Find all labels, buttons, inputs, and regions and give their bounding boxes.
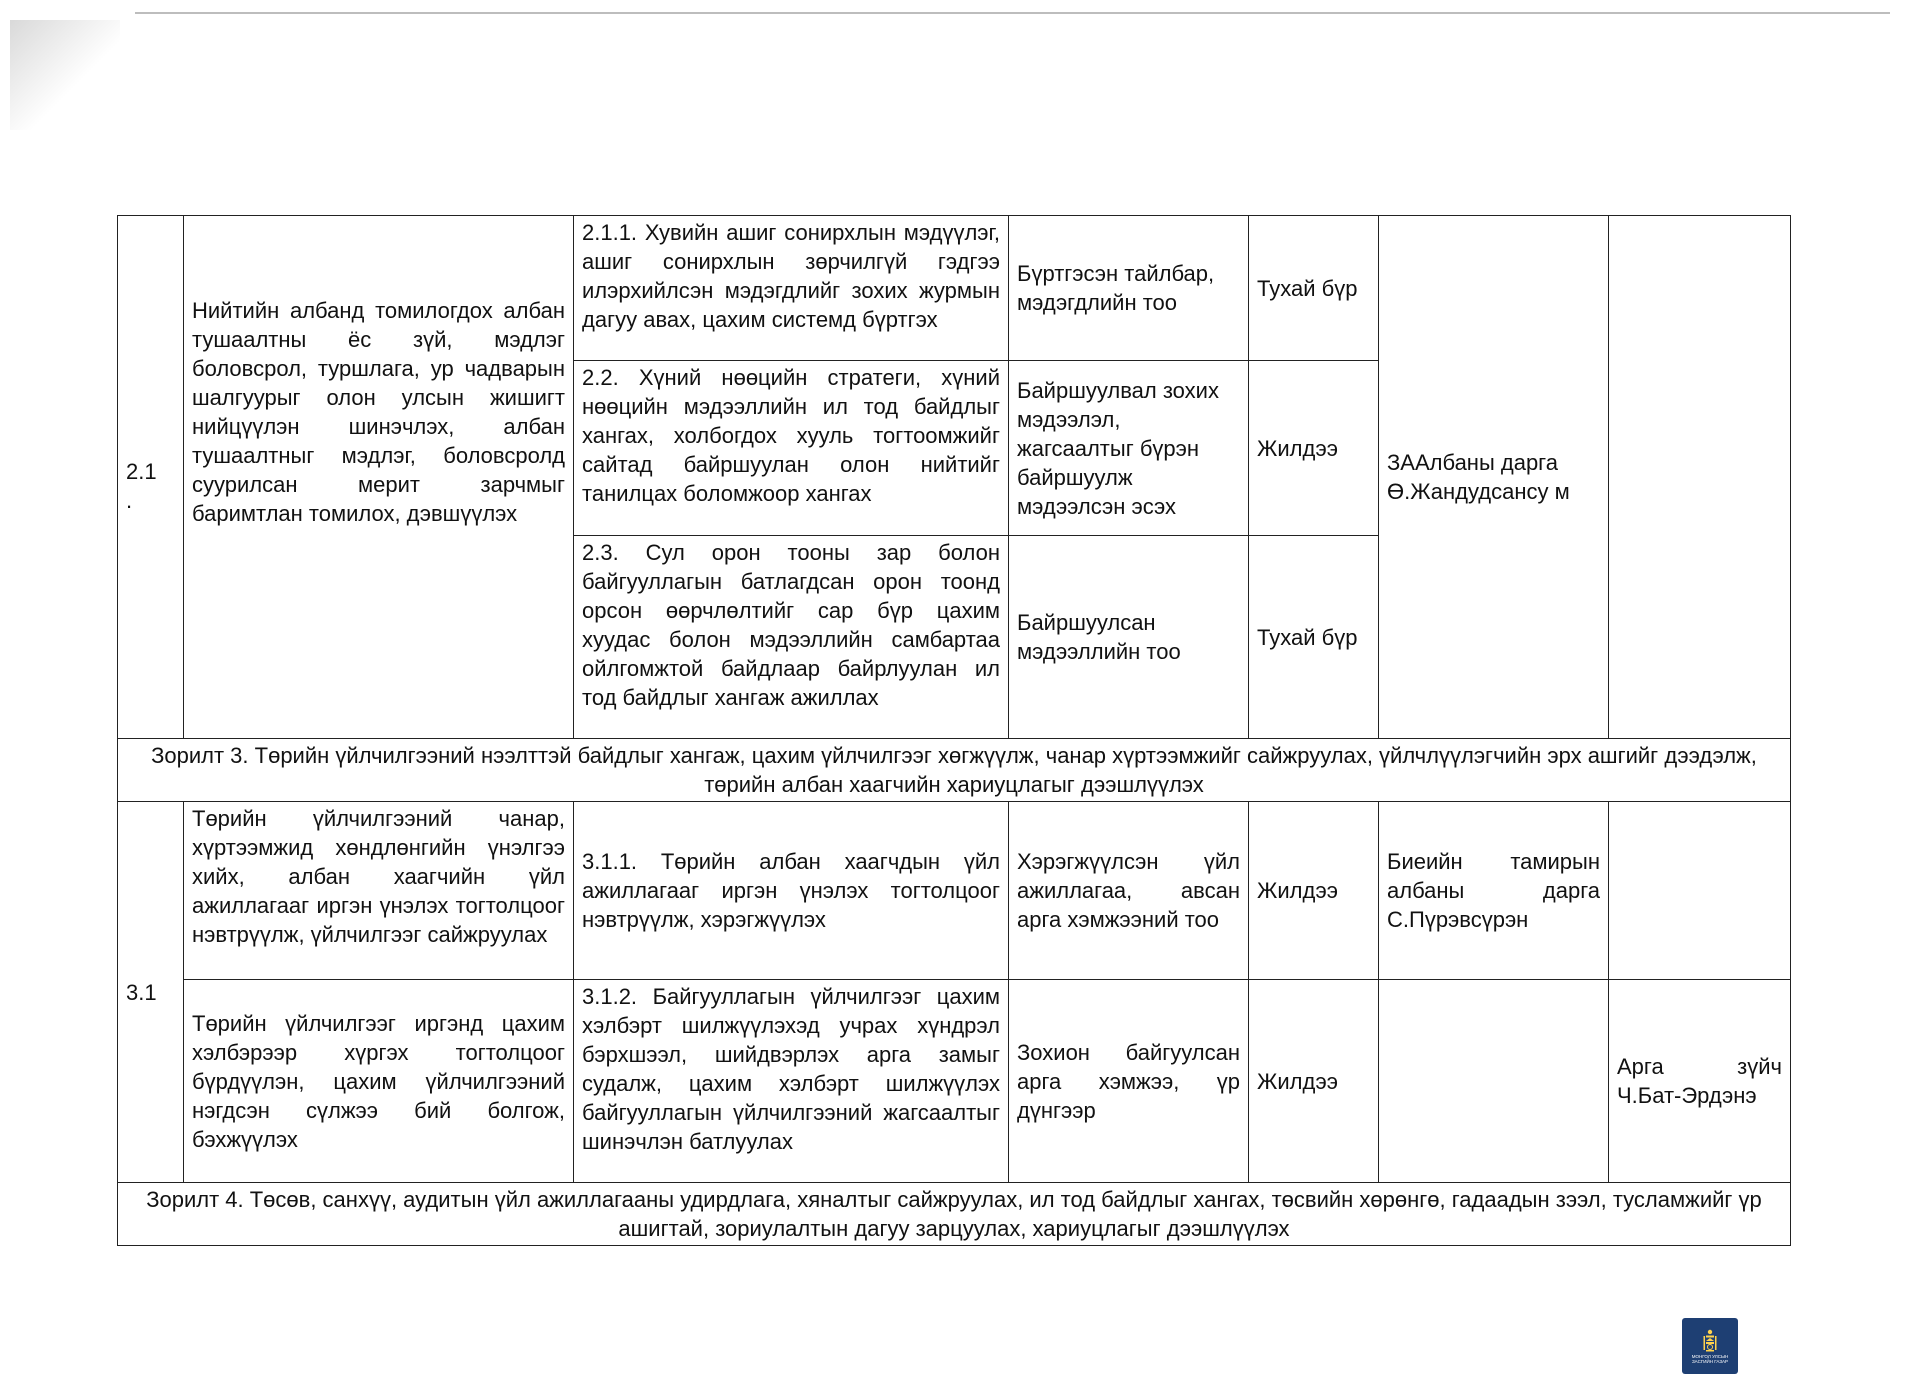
coresponsible-cell bbox=[1609, 802, 1791, 980]
row-number: 3.1 bbox=[118, 802, 184, 1183]
goal-row bbox=[118, 1183, 1791, 1246]
activity-cell: 3.1.1. Төрийн албан хаагчдын үйл ажиллагааг иргэн үнэлэх тогтолцоог нэвтрүүлж, хэрэгжүүлэх bbox=[574, 802, 1009, 980]
emblem-text-1: МОНГОЛ УЛСЫН bbox=[1691, 1354, 1729, 1359]
table-row bbox=[118, 216, 1791, 361]
indicator-cell: Байршуулвал зохих мэдээлэл, жагсаалтыг бүрэн байршуулж мэдээлсэн эсэх bbox=[1009, 361, 1249, 536]
responsible-cell: Биеийн тамирын албаны дарга С.Пүрэвсүрэн bbox=[1379, 802, 1609, 980]
activity-cell: 2.2. Хүний нөөцийн стратеги, хүний нөөцийн мэдээллийн ил тод байдлыг хангах, холбогдох хууль тогтоомжийг сайтад байршуулан олон нийтийг танилцах боломжоор хангах bbox=[574, 361, 1009, 536]
responsible-cell bbox=[1379, 980, 1609, 1183]
objective-cell: Төрийн үйлчилгээг иргэнд цахим хэлбэрээр хүргэх тогтолцоог бүрдүүлэн, цахим үйлчилгээний нэгдсэн сүлжээ бий болгож, бэхжүүлэх bbox=[184, 980, 574, 1183]
plan-table bbox=[117, 215, 1791, 1246]
soyombo-icon bbox=[1697, 1328, 1723, 1354]
activity-cell: 3.1.2. Байгууллагын үйлчилгээг цахим хэлбэрт шилжүүлэхэд учрах хүндрэл бэрхшээл, шийдвэрлэх арга замыг судалж, цахим хэлбэрт шилжүүлэх байгууллагын үйлчилгээний жагсаалтыг шинэчлэн батлуулах bbox=[574, 980, 1009, 1183]
table-row bbox=[118, 802, 1791, 980]
timing-cell: Жилдээ bbox=[1249, 980, 1379, 1183]
government-emblem bbox=[1682, 1318, 1738, 1374]
goal-3-heading: Зорилт 3. Төрийн үйлчилгээний нээлттэй байдлыг хангаж, цахим үйлчилгээг хөгжүүлж, чанар хүртээмжийг сайжруулах, үйлчлүүлэгчийн эрх ашгийг дээдэлж, төрийн албан хаагчийн хариуцлагыг дээшлүүлэх bbox=[118, 739, 1791, 802]
emblem-text-2: ЗАСГИЙН ГАЗАР bbox=[1691, 1359, 1729, 1364]
responsible-cell: ЗААлбаны дарга Ө.Жандудсансу м bbox=[1379, 216, 1609, 739]
row-number: 2.1 . bbox=[118, 216, 184, 739]
goal-4-heading: Зорилт 4. Төсөв, санхүү, аудитын үйл ажиллагааны удирдлага, хяналтыг сайжруулах, ил тод байдлыг хангах, төсвийн хөрөнгө, гадаадын зээл, тусламжийг үр ашигтай, зориулалтын дагуу зарцуулах, хариуцлагыг дээшлүүлэх bbox=[118, 1183, 1791, 1246]
scan-shadow-corner bbox=[10, 20, 120, 130]
timing-cell: Жилдээ bbox=[1249, 361, 1379, 536]
coresponsible-cell bbox=[1609, 216, 1791, 739]
coresponsible-cell: Арга зүйч Ч.Бат-Эрдэнэ bbox=[1609, 980, 1791, 1183]
indicator-cell: Хэрэгжүүлсэн үйл ажиллагаа, авсан арга хэмжээний тоо bbox=[1009, 802, 1249, 980]
goal-row bbox=[118, 739, 1791, 802]
objective-cell: Төрийн үйлчилгээний чанар, хүртээмжид хөндлөнгийн үнэлгээ хийх, албан хаагчийн үйл ажиллагааг иргэн үнэлэх тогтолцоог нэвтрүүлж, үйлчилгээг сайжруулах bbox=[184, 802, 574, 980]
timing-cell: Тухай бүр bbox=[1249, 536, 1379, 739]
scan-edge-top bbox=[135, 12, 1890, 14]
indicator-cell: Байршуулсан мэдээллийн тоо bbox=[1009, 536, 1249, 739]
activity-cell: 2.1.1. Хувийн ашиг сонирхлын мэдүүлэг, ашиг сонирхлын зөрчилгүй гэдгээ илэрхийлсэн мэдэгдлийг зохих журмын дагуу авах, цахим системд бүртгэх bbox=[574, 216, 1009, 361]
indicator-cell: Зохион байгуулсан арга хэмжээ, үр дүнгээр bbox=[1009, 980, 1249, 1183]
timing-cell: Тухай бүр bbox=[1249, 216, 1379, 361]
objective-cell: Нийтийн албанд томилогдох албан тушаалтны ёс зүй, мэдлэг боловсрол, туршлага, ур чадварын шалгуурыг олон улсын жишигт нийцүүлэн шинэчлэх, албан тушаалтныг мэдлэг, боловсролд суурилсан мерит зарчмыг баримтлан томилох, дэвшүүлэх bbox=[184, 216, 574, 739]
table-row bbox=[118, 980, 1791, 1183]
timing-cell: Жилдээ bbox=[1249, 802, 1379, 980]
indicator-cell: Бүртгэсэн тайлбар, мэдэгдлийн тоо bbox=[1009, 216, 1249, 361]
activity-cell: 2.3. Сул орон тооны зар болон байгууллагын батлагдсан орон тоонд орсон өөрчлөлтийг сар бүр цахим хуудас болон мэдээллийн самбартаа ойлгомжтой байдлаар байрлуулан ил тод байдлыг хангаж ажиллах bbox=[574, 536, 1009, 739]
